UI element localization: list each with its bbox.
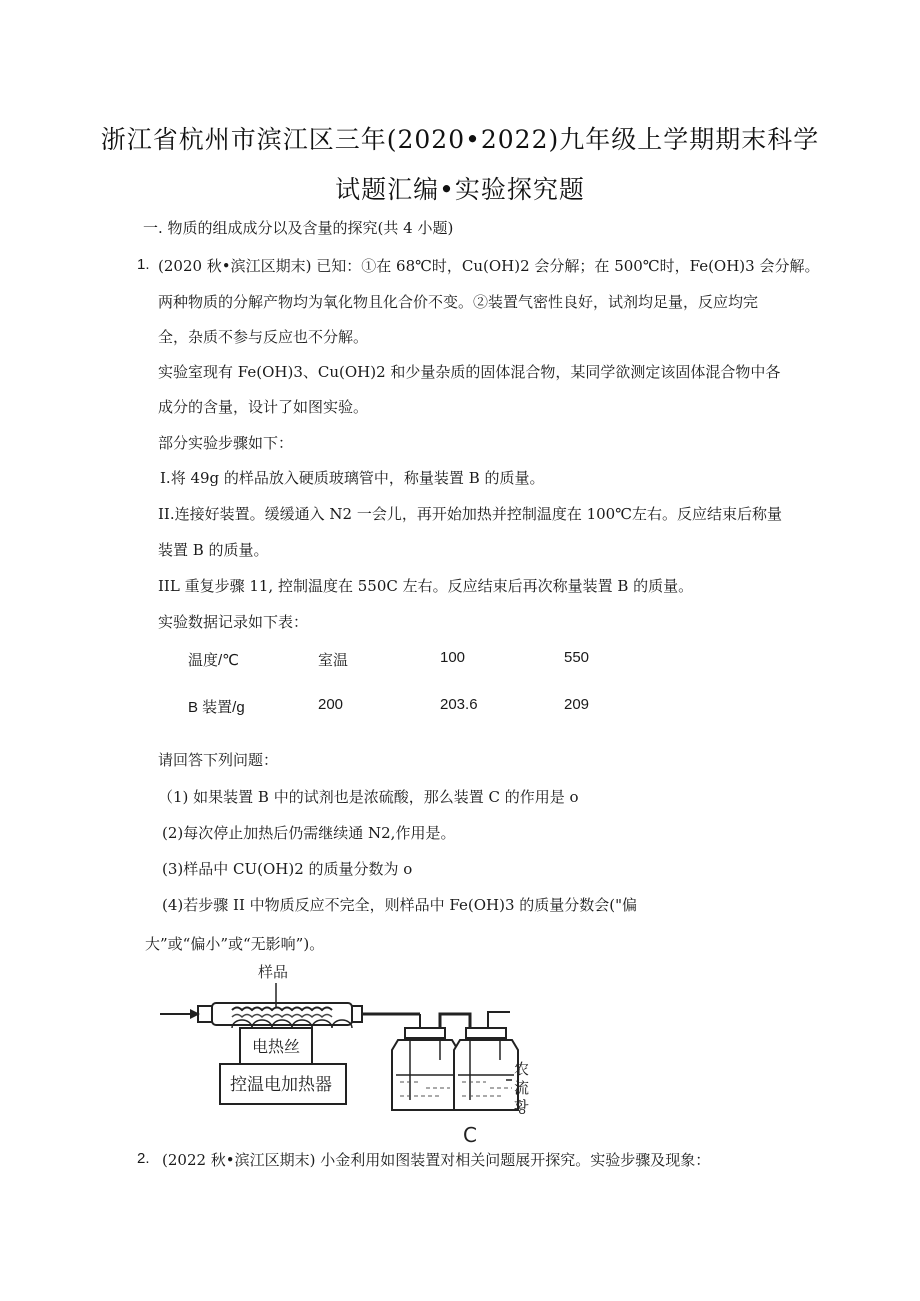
- q1-line: 装置 B 的质量。: [158, 541, 269, 559]
- doc-title-line2: 试题汇编•实验探究题: [335, 175, 585, 204]
- wash-bottle-b: [392, 1028, 458, 1110]
- table-cell: 203.6: [440, 696, 478, 713]
- acid-label-char: 황: [514, 1098, 529, 1116]
- q1-subquestion: (2)每次停止加热后仍需继续通 N2,作用是。: [162, 824, 456, 842]
- sample-material: [232, 1008, 332, 1018]
- q1-line: 部分实验步骤如下：: [158, 434, 294, 452]
- sample-label: 样品: [258, 963, 289, 981]
- table-cell: 200: [318, 696, 344, 713]
- wash-bottle-c: [454, 1028, 518, 1110]
- gas-inlet-arrow: [160, 1009, 200, 1019]
- table-header-cell: 550: [564, 649, 590, 666]
- table-cell: B 装置/g: [188, 699, 245, 716]
- section-heading: 一. 物质的组成成分以及含量的探究(共 4 小题): [143, 219, 454, 237]
- table-header-cell: 室温: [318, 652, 349, 669]
- table-cell: 209: [564, 696, 590, 713]
- q1-line: 成分的含量，设计了如图实验。: [158, 398, 369, 416]
- q1-line: 全，杂质不参与反应也不分解。: [158, 328, 369, 346]
- bottle-c-label: C: [463, 1123, 477, 1147]
- doc-title-line1: 浙江省杭州市滨江区三年(2020•2022)九年级上学期期末科学: [100, 125, 820, 154]
- table-header-cell: 温度/℃: [188, 652, 240, 669]
- q2-text: (2022 秋•滨江区期末) 小金利用如图装置对相关问题展开探究。实验步骤及现象：: [162, 1151, 711, 1169]
- q1-step: II.连接好装置。缓缓通入 N2 一会儿，再开始加热并控制温度在 100℃左右。反应结束后称量: [158, 505, 783, 523]
- question-number: 2.: [137, 1150, 150, 1167]
- acid-label-char: 农: [514, 1060, 530, 1078]
- q1-subquestion: （1) 如果装置 B 中的试剂也是浓硫酸，那么装置 C 的作用是 o: [158, 788, 579, 806]
- q1-prompt: 请回答下列问题：: [158, 751, 279, 769]
- q1-line: (2020 秋•滨江区期末) 已知：①在 68℃时，Cu(OH)2 会分解；在 500℃时，Fe(OH)3 会分解。: [158, 257, 820, 275]
- heater-wire-label: 电热丝: [252, 1037, 301, 1056]
- q1-step: Ⅰ.将 49g 的样品放入硬质玻璃管中，称量装置 B 的质量。: [160, 469, 545, 487]
- q1-line: 实验数据记录如下表：: [158, 613, 309, 631]
- controller-label: 控温电加热器: [230, 1075, 332, 1095]
- q1-subquestion: 大”或“偏小”或“无影响”)。: [145, 935, 325, 953]
- question-number: 1.: [137, 256, 150, 273]
- q1-line: 两种物质的分解产物均为氧化物且化合价不变。②装置气密性良好，试剂均足量，反应均完: [158, 293, 759, 311]
- table-header-cell: 100: [440, 649, 466, 666]
- q1-step: IIL 重复步骤 11, 控制温度在 550C 左右。反应结束后再次称量装置 B 的质量。: [158, 577, 694, 595]
- q1-subquestion: (4)若步骤 II 中物质反应不完全，则样品中 Fe(OH)3 的质量分数会("偏: [162, 896, 638, 914]
- q1-subquestion: (3)样品中 CU(OH)2 的质量分数为 o: [162, 860, 413, 878]
- acid-label-char: 流: [514, 1079, 530, 1097]
- q1-line: 实验室现有 Fe(OH)3、Cu(OH)2 和少量杂质的固体混合物，某同学欲测定该固体混合物中各: [158, 363, 781, 381]
